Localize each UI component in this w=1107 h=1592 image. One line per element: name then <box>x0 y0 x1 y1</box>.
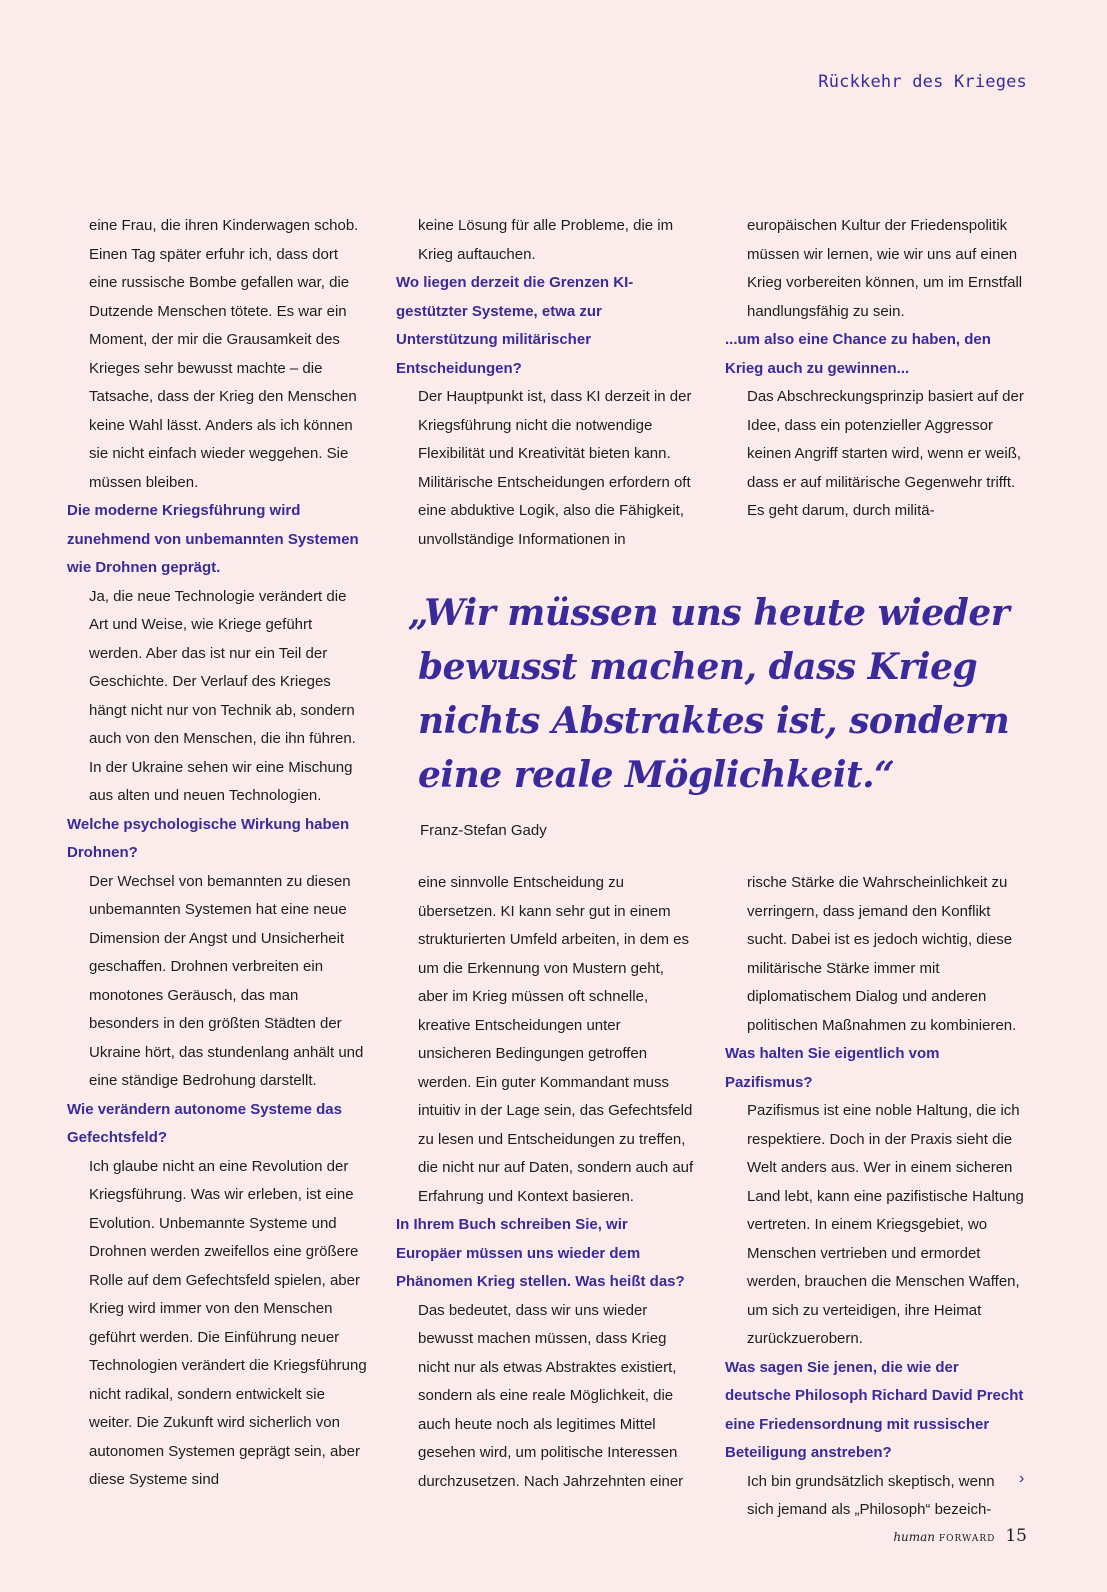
brand-caps: FORWARD <box>938 1534 996 1544</box>
interview-answer: keine Lösung für alle Probleme, die im Krieg auftauchen. <box>418 217 674 263</box>
pull-quote-author: Franz-Stefan Gady <box>420 822 547 839</box>
section-title: Rückkehr des Krieges <box>818 72 1027 92</box>
text-column-1 <box>67 212 367 1495</box>
text-column-2-bottom <box>396 869 696 1496</box>
interview-question: ...um also eine Chance zu haben, den Krieg auch zu gewinnen... <box>725 331 991 377</box>
pull-quote <box>408 586 1058 839</box>
interview-answer: rische Stärke die Wahrscheinlichkeit zu verringern, dass jemand den Konflikt sucht. Dabei ist es jedoch wichtig, diese militärische Stärke immer mit diplomatischem Dialog und anderen politischen Maßnahmen zu kombinieren. <box>747 874 1017 1034</box>
interview-answer: eine Frau, die ihren Kinderwagen schob. Einen Tag später erfuhr ich, dass dort eine russische Bombe gefallen war, die Dutzende Menschen tötete. Es war ein Moment, der mir die Grausamkeit des Krieges sehr bewusst machte – die Tatsache, dass der Krieg den Menschen keine Wahl lässt. Anders als ich können sie nicht einfach wieder weggehen. Sie müssen bleiben. <box>89 217 359 491</box>
continue-arrow-icon: › <box>1019 1470 1025 1487</box>
interview-question: Welche psychologische Wirkung haben Drohnen? <box>67 815 350 861</box>
interview-answer: Das bedeutet, dass wir uns wieder bewusst machen müssen, dass Krieg nicht nur als etwas Abstraktes existiert, sondern als eine reale Möglichkeit, die auch heute noch als legitimes Mittel gesehen wird, um politische Interessen durchzusetzen. Nach Jahrzehnten einer <box>418 1301 684 1490</box>
interview-answer: Pazifismus ist eine noble Haltung, die ich respektiere. Doch in der Praxis sieht die Welt anders aus. Wer in einem sicheren Land lebt, kann eine pazifistische Haltung vertreten. In einem Kriegsgebiet, wo Menschen vertrieben und ermordet werden, brauchen die Menschen Waffen, um sich zu verteidigen, ihre Heimat zurückzuerobern. <box>747 1102 1024 1347</box>
page-footer <box>893 1526 1027 1546</box>
interview-question: Wie verändern autonome Systeme das Gefechtsfeld? <box>67 1100 342 1146</box>
interview-answer: Der Wechsel von bemannten zu diesen unbemannten Systemen hat eine neue Dimension der Angst und Unsicherheit geschaffen. Drohnen verbreiten ein monotones Geräusch, das man besonders in den größten Städten der Ukraine hört, das stundenlang anhält und eine ständige Bedrohung darstellt. <box>89 872 364 1089</box>
interview-question: Was halten Sie eigentlich vom Pazifismus? <box>725 1045 940 1091</box>
interview-answer: Der Hauptpunkt ist, dass KI derzeit in der Kriegsführung nicht die notwendige Flexibilität und Kreativität bieten kann. Militärische Entscheidungen erfordern oft eine abduktive Logik, also die Fähigkeit, unvollständige Informationen in <box>418 388 692 548</box>
interview-question: Wo liegen derzeit die Grenzen KI-gestützter Systeme, etwa zur Unterstützung militärischer Entscheidungen? <box>396 274 634 377</box>
brand-italic: human <box>893 1530 936 1544</box>
magazine-brand <box>893 1530 995 1544</box>
text-column-3-top <box>725 212 1025 526</box>
interview-answer: eine sinnvolle Entscheidung zu übersetzen. KI kann sehr gut in einem strukturierten Umfeld arbeiten, in dem es um die Erkennung von Mustern geht, aber im Krieg müssen oft schnelle, kreative Entscheidungen unter unsicheren Bedingungen getroffen werden. Ein guter Kommandant muss intuitiv in der Lage sein, das Gefechtsfeld zu lesen und Entscheidungen zu treffen, die nicht nur auf Daten, sondern auch auf Erfahrung und Kontext basieren. <box>418 874 694 1205</box>
pull-quote-text: „Wir müssen uns heute wieder bewusst machen, dass Krieg nichts Abstraktes ist, sondern eine reale Möglichkeit.“ <box>408 592 1010 796</box>
interview-answer: Das Abschreckungsprinzip basiert auf der Idee, dass ein potenzieller Aggressor keinen Angriff starten wird, wenn er weiß, dass er auf militärische Gegenwehr trifft. Es geht darum, durch militä- <box>747 388 1024 519</box>
interview-answer: europäischen Kultur der Friedenspolitik müssen wir lernen, wie wir uns auf einen Krieg vorbereiten können, um im Ernstfall handlungsfähig zu sein. <box>747 217 1023 320</box>
interview-answer: Ich glaube nicht an eine Revolution der Kriegsführung. Was wir erleben, ist eine Evolution. Unbemannte Systeme und Drohnen werden zweifellos eine größere Rolle auf dem Gefechtsfeld spielen, aber Krieg wird immer von den Menschen geführt werden. Die Einführung neuer Technologien verändert die Kriegsführung nicht radikal, sondern entwickelt sie weiter. Die Zukunft wird sicherlich von autonomen Systemen geprägt sein, aber diese Systeme sind <box>89 1157 367 1488</box>
interview-answer: Ja, die neue Technologie verändert die Art und Weise, wie Kriege geführt werden. Aber das ist nur ein Teil der Geschichte. Der Verlauf des Krieges hängt nicht nur von Technik ab, sondern auch von den Menschen, die ihn führen. In der Ukraine sehen wir eine Mischung aus alten und neuen Technologien. <box>89 587 356 804</box>
interview-question: Die moderne Kriegsführung wird zunehmend von unbemannten Systemen wie Drohnen geprägt. <box>67 502 359 576</box>
interview-answer: Ich bin grundsätzlich skeptisch, wenn sich jemand als „Philosoph“ bezeich- <box>747 1472 995 1518</box>
page-number: 15 <box>1005 1526 1027 1546</box>
interview-question: In Ihrem Buch schreiben Sie, wir Europäer müssen uns wieder dem Phänomen Krieg stellen. Was heißt das? <box>396 1216 685 1290</box>
text-column-2-top <box>396 212 696 554</box>
interview-question: Was sagen Sie jenen, die wie der deutsche Philosoph Richard David Precht eine Friedensordnung mit russischer Beteiligung anstreben? <box>725 1358 1024 1461</box>
text-column-3-bottom <box>725 869 1025 1525</box>
